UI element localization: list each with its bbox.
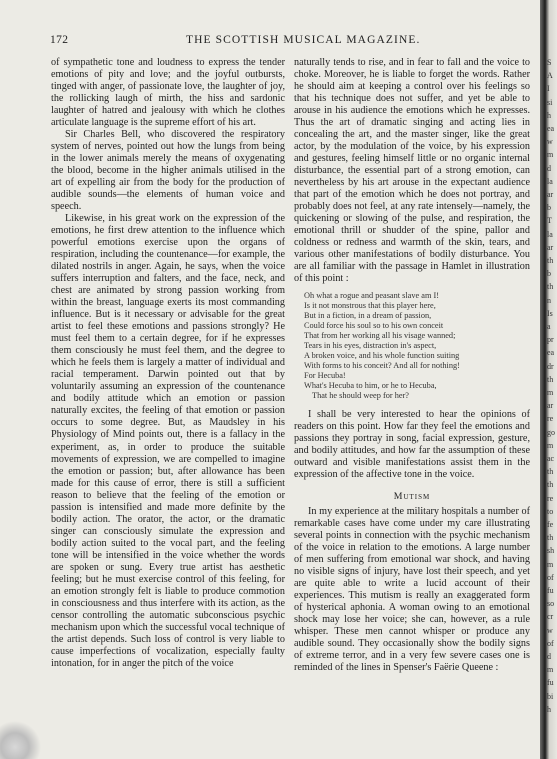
facing-page-fragment: sh [547,546,555,556]
quote-line: That from her working all his visage wanned; [304,331,456,341]
paragraph: Likewise, in his great work on the expression of the emotions, he first drew attention to the influence which powerful emotions exercise upon the organs of respiration, including the countenance—for example, the dilated nostrils in anger. Again, he says, when the voice suffers interruption and falters, and the face, neck, and chest are animated by strong passion working from within the breast, language exerts its most commanding influence. But is it necessary or advisable for the great artist to feel these emotions and passions strongly? He must feel them to a certain degree, for if he expresses them consciously he must feel them, and the degree to which he feels them is largely a matter of individual and racial temperament. Darwin pointed out that by voluntarily assuming an expression of the countenance and bodily attitude which an emotion or passion naturally excites, the feeling of that emotion or passion occurs to some degree. But, as Maudsley in his Physiology of Mind points out, there is a fallacy in the experiment, as, in order to produce the suitable movements of expression, we are compelled to imagine the emotion or passion; but, after allowance has been made for this cause of error, there is still a sufficient reason to believe that the feeling of the emotion or passion is intensified and made more definite by the bodily action. The orator, the actor, or the dramatic singer can consciously simulate the expression and bodily action suited to the vocal part, and the feeling tone will be intensified in the voice whether the words are spoken or sung. Every true artist has aesthetic feeling; but he must exercise control of this feeling, for an emotion strongly felt is liable to produce commotion in consciousness and thus interfere with its action, as the censor controlling the automatic subconscious psychic mechanism upon which the successful vocal technique of the artist depends. Such loss of control is very liable to cause imperfections of vocalization, especially faulty intonation, for in anger the pitch of the voice [51,213,285,669]
facing-page-fragment: m [547,388,554,397]
facing-page-fragment: ar [547,401,554,411]
facing-page-fragment: la [547,229,553,239]
facing-page-fragment: so [547,599,555,609]
facing-page-fragment: A [547,71,553,81]
facing-page-fragment: Is [547,308,553,318]
facing-page-fragment: th [547,480,554,490]
facing-page-fragment: th [547,533,554,543]
facing-page-fragment: re [547,493,554,503]
facing-page-fragment: dr [547,361,554,371]
quote-line: That he should weep for her? [312,390,409,400]
facing-page-fragment: la [547,176,553,186]
facing-page-fragment: fu [547,678,554,688]
facing-page-fragment: of [547,638,554,648]
facing-page-fragment: th [547,282,554,292]
facing-page-fragment: ea [547,124,555,133]
facing-page-fragment: go [547,427,555,437]
facing-page-fragment: cr [547,612,554,622]
facing-page-fragment: ar [547,242,554,252]
facing-page-fragment: w [547,137,553,147]
facing-page-fragment: bi [547,691,554,701]
facing-page-fragment: w [547,625,553,635]
facing-page-edge [540,0,557,759]
running-header [50,34,530,48]
thumb-shadow [0,699,60,759]
facing-page-fragment: th [547,467,554,477]
facing-page-fragment: to [547,506,554,516]
quote-line: A broken voice, and his whole function suiting [304,351,460,361]
facing-page-fragment: T [547,216,552,226]
paragraph: In my experience at the military hospitals a number of remarkable cases have come under my care illustrating several points in connection with the psychic mechanism of the voice in relation to the emotions. A large number of men suffering from emotional war shock, and having no visible signs of injury, have lost their speech, and yet are quite able to write a lucid account of their experiences. This mutism is really an exaggerated form of hysterical aphonia. A woman owing to an emotional shock may lose her voice; she can, however, as a rule whisper. These men cannot whisper or produce any audible sound. They occasionally show the bodily signs of extreme terror, and in a very few severe cases one is reminded of the lines in Spenser's Faërie Queene : [294,505,530,674]
facing-page-fragment: h [547,704,551,714]
facing-page-fragment: b [547,203,551,213]
facing-page-fragment: b [547,269,551,279]
facing-page-fragment: h [547,110,551,120]
paragraph: of sympathetic tone and loudness to express the tender emotions of pity and love; and the joyful outbursts, tinged with anger, of passionate love, the laughter of joy, the rollicking laugh of mirth, the hiss and sardonic laughter of hatred and jealousy with which he clothes articulate language is the supreme effort of his art. [51,57,285,129]
facing-page-fragment: pr [547,335,554,345]
paragraph: Sir Charles Bell, who discovered the respiratory system of nerves, pointed out how the lungs from being in the lower animals merely the means of oxygenating the blood, become in the higher animals utilised in the art of expelling air from the body for the production of audible sounds—the elements of human voice and speech. [51,129,285,213]
quote-line: With forms to his conceit? And all for nothing! [304,360,460,370]
facing-page-fragment: fu [547,586,554,595]
quote-line: But in a fiction, in a dream of passion, [304,311,432,321]
facing-page-fragment: n [547,295,551,305]
hamlet-quotation [304,291,530,400]
facing-page-fragment: m [547,440,554,450]
paragraph: I shall be very interested to hear the opinions of readers on this point. How far they feel the emotions and passions they portray in song, facial expression, gesture, and bodily attitudes, and how far the assumption of these outward and visible manifestations assist them in the expression of the affective tone in the voice. [294,408,530,480]
facing-page-fragment: a [547,322,551,331]
facing-page-fragment: ar [547,190,554,199]
facing-page-fragment: d [547,652,551,661]
facing-page-fragment: ac [547,454,555,463]
page-number: 172 [50,34,69,46]
paragraph: naturally tends to rise, and in fear to fall and the voice to choke. Moreover, he is liable to forget the words. Rather he should aim at keeping a control over his feelings so that his technique does not suffer, and yet be able to arouse in his audience the emotions which he expresses. Thus the art of dramatic singing and acting lies in concealing the art, and the master singer, like the great actor, by the modulation of the voice, by his expression and gestures, feeling himself little or no organic internal disturbance, the essential part of a strong emotion, can nevertheless by his art arouse in the expectant audience that part of the emotion which he does not portray, and probably does not feel, at any rate intensely—namely, the quickening or slowing of the pulse, and respiration, the emotional thrill or shudder of the spine, pallor and coldness or redness and warmth of the skin, tears, and various other manifestations of bodily disturbance. You are all familiar with the passage in Hamlet in illustration of this point : [294,57,530,285]
quote-line: What's Hecuba to him, or he to Hecuba, [304,380,437,390]
facing-page-fragment: ea [547,348,555,358]
facing-page-fragment: th [547,256,554,265]
facing-page-fragment: m [547,150,554,160]
right-column [294,57,530,674]
facing-page-fragment: th [547,374,554,384]
quote-line: Could force his soul so to his own conceit [304,321,444,331]
quote-line: Is it not monstrous that this player here, [304,301,436,311]
facing-page-fragment: si [547,97,553,107]
running-title: THE SCOTTISH MUSICAL MAGAZINE. [186,34,421,46]
quote-line: For Hecuba! [304,370,346,380]
facing-page-fragment: fe [547,520,554,529]
facing-page-fragment: of [547,572,554,582]
facing-page-fragment: m [547,665,554,675]
facing-page-fragment: S [547,58,552,67]
section-heading: Mutism [393,490,431,502]
facing-page-fragment: d [547,163,551,173]
left-column [51,57,285,670]
facing-page-fragment: re [547,414,554,424]
quote-line: Oh what a rogue and peasant slave am I! [304,291,440,301]
facing-page-fragment: m [547,559,554,569]
quote-line: Tears in his eyes, distraction in's aspect, [304,341,437,351]
facing-page-fragment: I [547,84,550,94]
